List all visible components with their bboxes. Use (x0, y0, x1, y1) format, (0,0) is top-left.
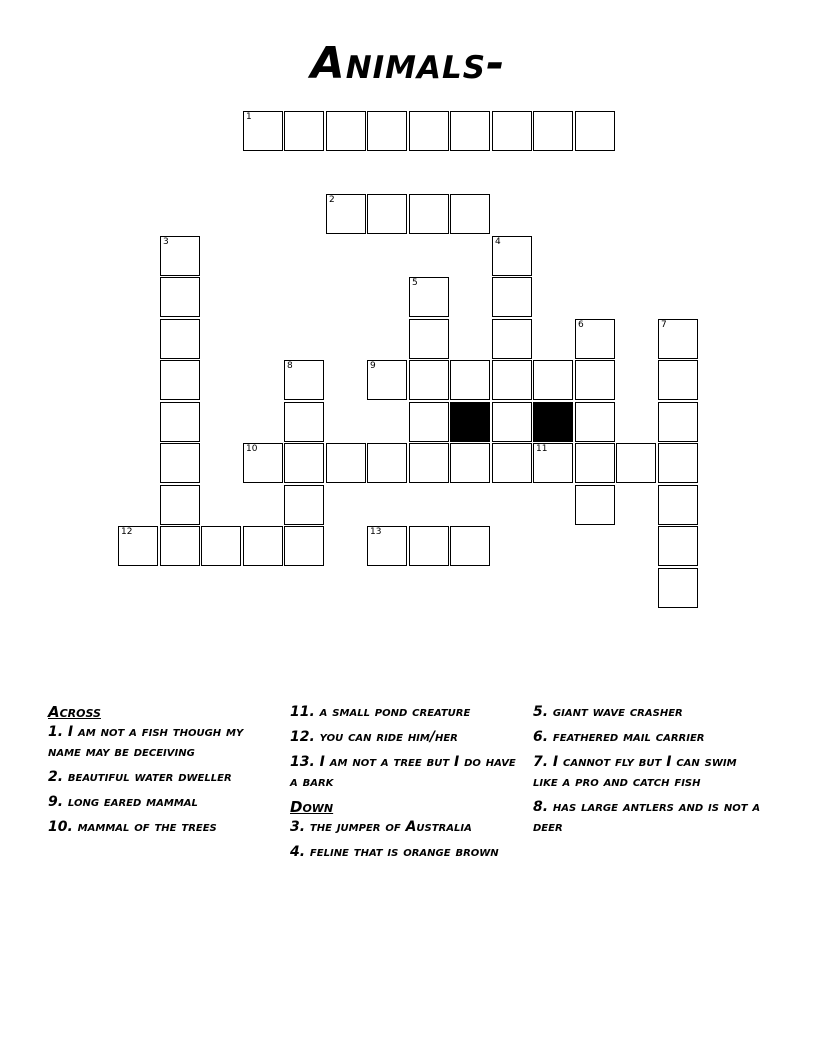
grid-cell[interactable] (160, 443, 200, 483)
grid-cell[interactable] (658, 485, 698, 525)
grid-cell[interactable] (450, 443, 490, 483)
grid-cell[interactable] (243, 526, 283, 566)
clue-column-3 (533, 702, 765, 842)
grid-cell[interactable] (118, 526, 158, 566)
down-heading: Down (290, 798, 334, 816)
clue-text: feathered mail carrier (548, 729, 705, 745)
clue-number-label: 12. (290, 729, 315, 745)
grid-cell[interactable] (367, 194, 407, 234)
grid-cell[interactable] (658, 402, 698, 442)
clue-number-label: 6. (533, 729, 549, 745)
clue-item (290, 752, 522, 792)
grid-cell[interactable] (575, 360, 615, 400)
clue-number: 4 (495, 237, 501, 247)
clue-number-label: 4. (290, 844, 306, 860)
clue-number: 12 (121, 527, 133, 537)
grid-block (533, 402, 573, 442)
grid-cell[interactable] (492, 236, 532, 276)
clue-number-label: 3. (290, 819, 306, 835)
clue-text: giant wave crasher (548, 704, 683, 720)
clue-number-label: 2. (48, 769, 64, 785)
clue-item (533, 752, 765, 792)
clue-number: 7 (661, 320, 667, 330)
clue-number-label: 8. (533, 799, 549, 815)
clue-item (533, 797, 765, 837)
grid-cell[interactable] (492, 443, 532, 483)
grid-cell[interactable] (575, 443, 615, 483)
grid-cell[interactable] (492, 111, 532, 151)
clue-text: you can ride him/her (314, 729, 458, 745)
clue-number-label: 7. (533, 754, 549, 770)
grid-cell[interactable] (409, 277, 449, 317)
grid-cell[interactable] (450, 194, 490, 234)
clue-item (48, 722, 280, 762)
grid-cell[interactable] (243, 443, 283, 483)
grid-cell[interactable] (575, 402, 615, 442)
grid-cell[interactable] (326, 194, 366, 234)
grid-cell[interactable] (658, 526, 698, 566)
grid-cell[interactable] (409, 526, 449, 566)
grid-cell[interactable] (284, 485, 324, 525)
grid-cell[interactable] (450, 360, 490, 400)
puzzle-title: Animals- (310, 38, 506, 89)
grid-cell[interactable] (658, 443, 698, 483)
grid-cell[interactable] (160, 526, 200, 566)
grid-cell[interactable] (160, 236, 200, 276)
grid-cell[interactable] (575, 111, 615, 151)
grid-cell[interactable] (367, 111, 407, 151)
grid-cell[interactable] (160, 402, 200, 442)
clue-number: 3 (163, 237, 169, 247)
grid-cell[interactable] (409, 194, 449, 234)
grid-cell[interactable] (284, 526, 324, 566)
grid-cell[interactable] (450, 526, 490, 566)
grid-cell[interactable] (492, 402, 532, 442)
clue-text: has large antlers and is not a deer (533, 799, 761, 835)
clue-number: 6 (578, 320, 584, 330)
grid-cell[interactable] (367, 443, 407, 483)
across-heading: Across (48, 703, 101, 721)
grid-cell[interactable] (409, 402, 449, 442)
clue-text: long eared mammal (63, 794, 198, 810)
grid-cell[interactable] (492, 277, 532, 317)
grid-cell[interactable] (533, 111, 573, 151)
clue-number-label: 9. (48, 794, 64, 810)
clue-column-2 (290, 702, 522, 867)
grid-cell[interactable] (575, 485, 615, 525)
clue-text: a small pond creature (314, 704, 471, 720)
grid-cell[interactable] (409, 360, 449, 400)
clue-number: 8 (287, 361, 293, 371)
grid-cell[interactable] (160, 360, 200, 400)
clue-text: I am not a tree but I do have a bark (290, 754, 516, 790)
grid-cell[interactable] (243, 111, 283, 151)
clue-number-label: 11. (290, 704, 315, 720)
grid-cell[interactable] (201, 526, 241, 566)
grid-cell[interactable] (160, 277, 200, 317)
clue-text: the jumper of Australia (305, 819, 472, 835)
clue-item (533, 727, 765, 747)
grid-cell[interactable] (409, 319, 449, 359)
grid-cell[interactable] (450, 111, 490, 151)
grid-cell[interactable] (492, 360, 532, 400)
grid-cell[interactable] (326, 443, 366, 483)
clue-column-1 (48, 702, 280, 842)
grid-cell[interactable] (616, 443, 656, 483)
grid-cell[interactable] (367, 360, 407, 400)
grid-cell[interactable] (533, 360, 573, 400)
clue-number-label: 5. (533, 704, 549, 720)
grid-cell[interactable] (284, 111, 324, 151)
clue-item (48, 817, 280, 837)
clue-number: 1 (246, 112, 252, 122)
grid-cell[interactable] (367, 526, 407, 566)
clue-item (290, 817, 522, 837)
grid-cell[interactable] (409, 443, 449, 483)
clue-number: 10 (246, 444, 258, 454)
grid-cell[interactable] (284, 360, 324, 400)
clue-number-label: 10. (48, 819, 73, 835)
grid-cell[interactable] (409, 111, 449, 151)
clue-text: I cannot fly but I can swim like a pro and catch fish (533, 754, 737, 790)
grid-cell[interactable] (533, 443, 573, 483)
clue-item (290, 702, 522, 722)
grid-cell[interactable] (160, 485, 200, 525)
grid-cell[interactable] (492, 319, 532, 359)
clue-item (290, 842, 522, 862)
clue-text: mammal of the trees (72, 819, 217, 835)
grid-cell[interactable] (284, 402, 324, 442)
clue-number-label: 1. (48, 724, 64, 740)
clue-item (290, 727, 522, 747)
grid-cell[interactable] (284, 443, 324, 483)
clue-number: 5 (412, 278, 418, 288)
grid-cell[interactable] (575, 319, 615, 359)
grid-cell[interactable] (326, 111, 366, 151)
clue-text: I am not a fish though my name may be deceiving (48, 724, 244, 760)
clue-number: 2 (329, 195, 335, 205)
grid-block (450, 402, 490, 442)
clue-item (533, 702, 765, 722)
clue-text: beautiful water dweller (63, 769, 232, 785)
clue-item (48, 767, 280, 787)
grid-cell[interactable] (160, 319, 200, 359)
grid-cell[interactable] (658, 360, 698, 400)
clue-number-label: 13. (290, 754, 315, 770)
clue-item (48, 792, 280, 812)
clue-number: 11 (536, 444, 548, 454)
clue-text: feline that is orange brown (305, 844, 499, 860)
clue-number: 9 (370, 361, 376, 371)
clue-number: 13 (370, 527, 382, 537)
grid-cell[interactable] (658, 568, 698, 608)
grid-cell[interactable] (658, 319, 698, 359)
